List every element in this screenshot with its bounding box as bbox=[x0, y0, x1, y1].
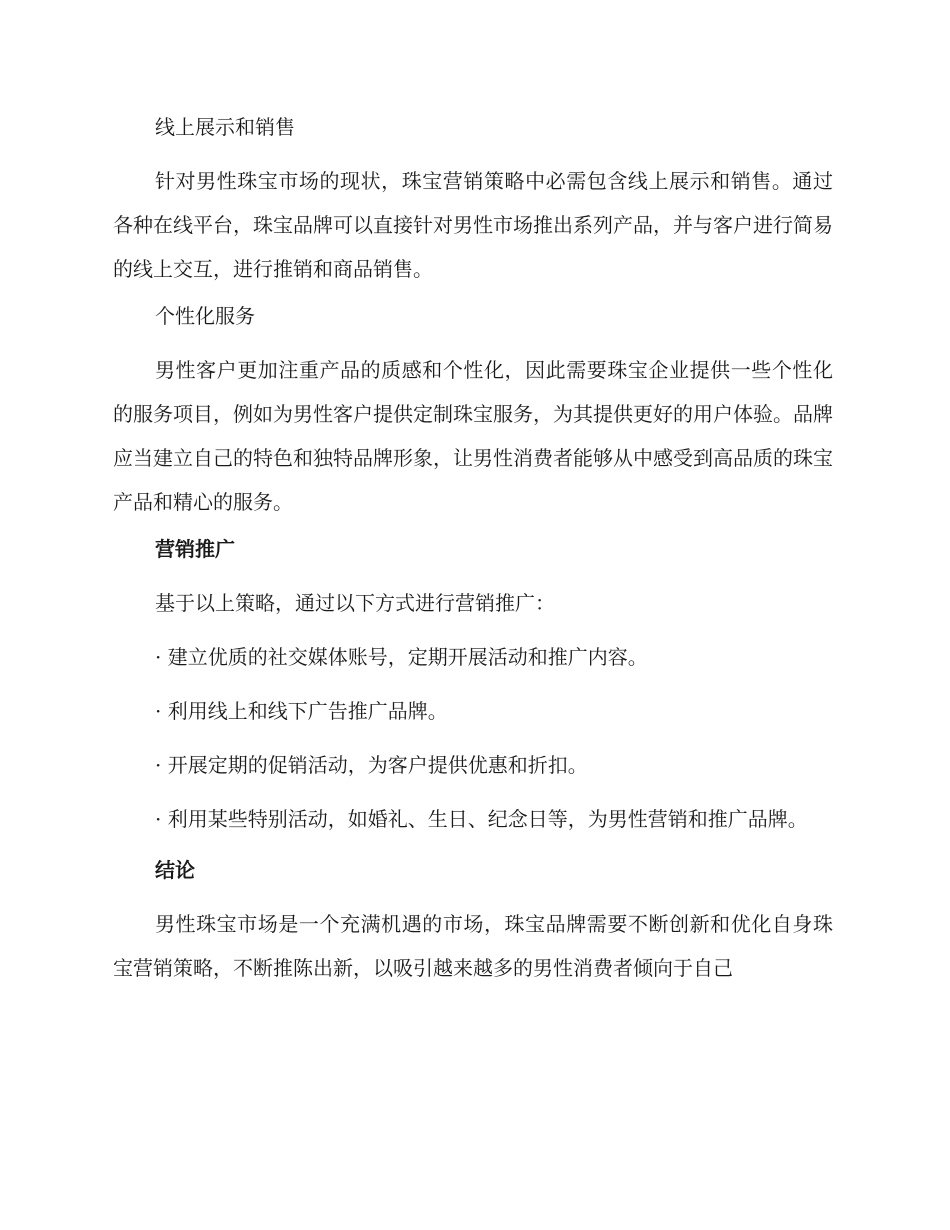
marketing-bullet-item: · 建立优质的社交媒体账号，定期开展活动和推广内容。 bbox=[155, 645, 648, 669]
personalized-service-heading: 个性化服务 bbox=[155, 304, 255, 328]
conclusion-paragraph: 男性珠宝市场是一个充满机遇的市场，珠宝品牌需要不断创新和优化自身珠宝营销策略，不断推陈出新，以吸引越来越多的男性消费者倾向于自己 bbox=[113, 912, 833, 980]
marketing-bullet-item: · 开展定期的促销活动，为客户提供优惠和折扣。 bbox=[155, 753, 588, 777]
conclusion-heading: 结论 bbox=[155, 858, 195, 882]
marketing-bullet-item: · 利用某些特别活动，如婚礼、生日、纪念日等，为男性营销和推广品牌。 bbox=[155, 807, 808, 831]
marketing-bullet-item: · 利用线上和线下广告推广品牌。 bbox=[155, 699, 448, 723]
online-sales-heading: 线上展示和销售 bbox=[155, 115, 295, 139]
marketing-promotion-heading: 营销推广 bbox=[155, 537, 235, 561]
personalized-service-paragraph: 男性客户更加注重产品的质感和个性化，因此需要珠宝企业提供一些个性化的服务项目，例如为男性客户提供定制珠宝服务，为其提供更好的用户体验。品牌应当建立自己的特色和独特品牌形象，让男性消费者能够从中感受到高品质的珠宝产品和精心的服务。 bbox=[113, 358, 833, 514]
marketing-intro: 基于以上策略，通过以下方式进行营销推广： bbox=[155, 591, 555, 615]
document-page bbox=[113, 108, 833, 996]
online-sales-paragraph: 针对男性珠宝市场的现状，珠宝营销策略中必需包含线上展示和销售。通过各种在线平台，珠宝品牌可以直接针对男性市场推出系列产品，并与客户进行简易的线上交互，进行推销和商品销售。 bbox=[113, 169, 833, 281]
